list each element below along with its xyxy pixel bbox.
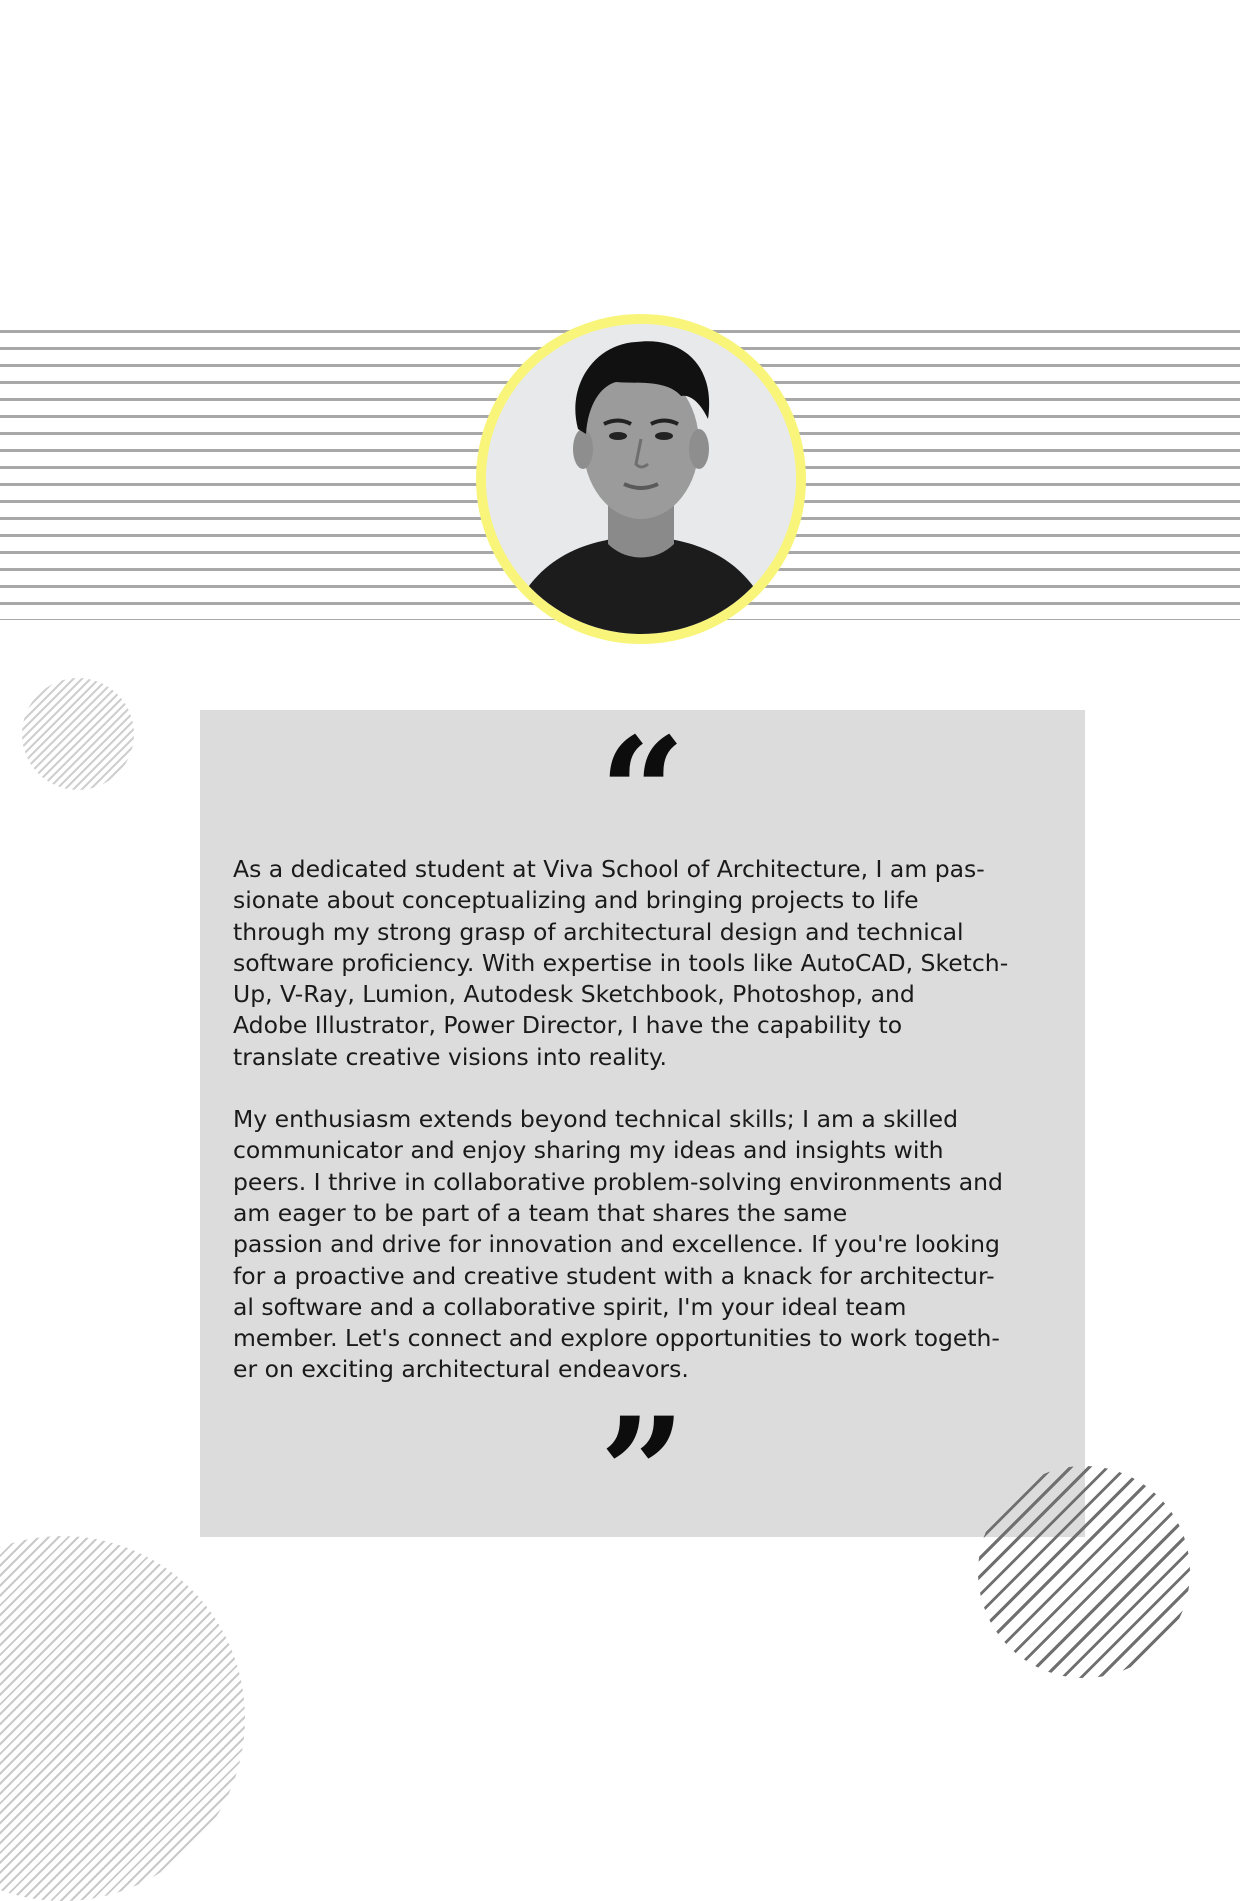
hatched-circle-decoration	[22, 678, 134, 790]
hatched-circle-decoration	[978, 1466, 1190, 1678]
bio-text	[233, 854, 1063, 1417]
person-portrait-illustration	[486, 324, 796, 634]
profile-photo	[486, 324, 796, 634]
hatched-circle-decoration	[0, 1536, 245, 1901]
bio-paragraph-2: My enthusiasm extends beyond technical skills; I am a skilled communicator and enjoy sharing my ideas and insights with peers. I thrive in collaborative problem-solving environments and am eager to be part of a team that shares the same passion and drive for innovation and excellence. If you're looking for a proactive and creative student with a knack for architectur- al software and a collaborative spirit, I'm your ideal team member. Let's connect and explore opportunities to work togeth- er on exciting architectural endeavors.	[233, 1105, 1003, 1384]
open-quote-icon: “	[599, 705, 686, 881]
close-quote-icon: ”	[599, 1385, 686, 1561]
bio-paragraph-1: As a dedicated student at Viva School of Architecture, I am pas- sionate about conceptualizing and bringing projects to life through my strong grasp of architectural design and technical software proficiency. With expertise in tools like AutoCAD, Sketch- Up, V-Ray, Lumion, Autodesk Sketchbook, Photoshop, and Adobe Illustrator, Power Director, I have the capability to translate creative visions into reality.	[233, 855, 1009, 1071]
